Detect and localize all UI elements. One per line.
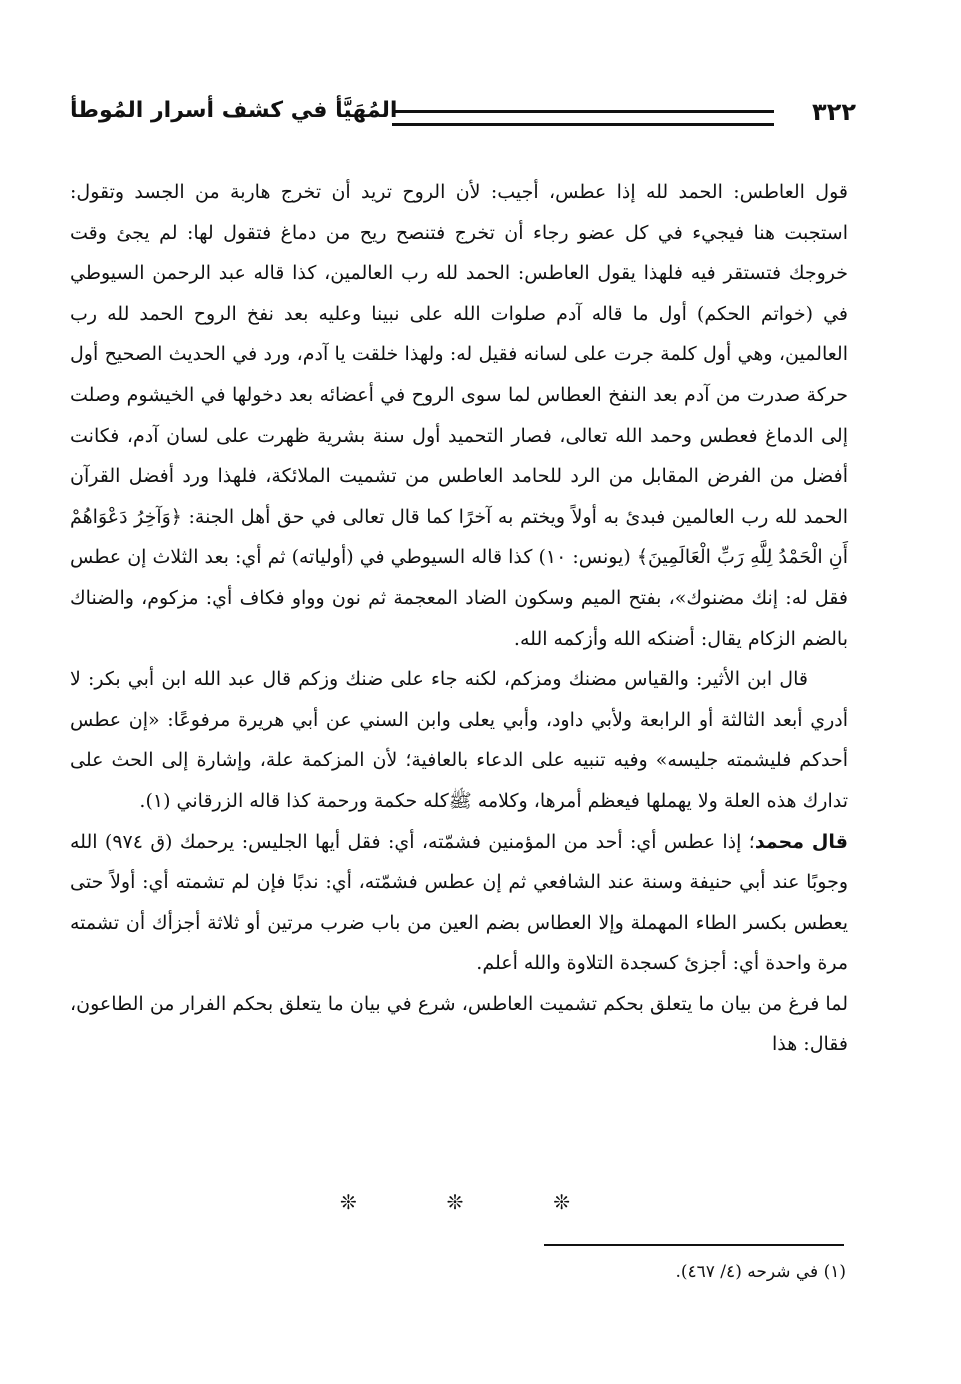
footnote-rule: [544, 1244, 844, 1246]
section-separator: [340, 1190, 570, 1214]
running-title: المُهَيَّأ في كشف أسرار المُوطأ: [70, 98, 398, 123]
page-number: ٣٢٢: [812, 98, 856, 126]
paragraph-2: قال ابن الأثير: والقياس مضنك ومزكم، لكنه جاء على ضنك وزكم قال عبد الله ابن أبي بكر: لا أدري أبعد الثالثة أو الرابعة ولأبي داود، وأبي يعلى وابن السني عن أبي هريرة مرفوعًا: «إن عطس أحدكم فليشمته جليسه» وفيه تنبيه على الدعاء بالعافية؛ لأن المزكمة علة، وإشارة إلى الحث على تدارك هذه العلة ولا يهملها فيعظم أمرها، وكلامه ﷺكله حكمة ورحمة كذا قاله الزرقاني (١).: [70, 668, 848, 812]
separator-star-icon: ❊: [340, 1190, 357, 1214]
paragraph-3-text: ؛ إذا عطس أي: أحد من المؤمنين فشمّته، أي: فقل أيها الجليس: يرحمك (ق ٩٧٤) الله وجوبًا عند أبي حنيفة وسنة عند الشافعي ثم إن عطس فشمّته، أي: ندبًا فإن لم تشمته أي: أولاً حتى يعطس بكسر الطاء المهملة وإلا العطاس بضم العين من باب ضرب مرتين أو ثلاثة أجزأك أن تشمته مرة واحدة أي: أجزئ كسجدة التلاوة والله أعلم.: [70, 830, 848, 975]
lead-label: قال محمد: [754, 830, 848, 853]
paragraph-3: [70, 822, 848, 984]
footnote: (١) في شرحه (٤/ ٤٦٧).: [675, 1262, 846, 1282]
paragraph-1: قول العاطس: الحمد لله إذا عطس، أجيب: لأن الروح تريد أن تخرج هاربة من الجسد وتقول: استجبت هنا فيجيء في كل عضو رجاء أن تخرج فتنصح ريح من دماغ فتقول لها: لم يجئ وقت خروجك فتستقر فيه فلهذا يقول العاطس: الحمد لله رب العالمين، كذا قاله عبد الرحمن السيوطي في (خواتم الحكم) أول ما قاله آدم صلوات الله على نبينا وعليه بعد نفخ الروح الحمد لله رب العالمين، وهي أول كلمة جرت على لسانه فقيل له: ولهذا خلقت يا آدم، ورد في الحديث الصحيح أول حركة صدرت من آدم بعد النفخ العطاس لما سوى الروح في أعضائه بعد دخولها في الخيشوم وصلت إلى الدماغ فعطس وحمد الله تعالى، فصار التحميد أول سنة بشرية ظهرت على لسان آدم، فكانت أفضل من الفرض المقابل من الرد للحامد العاطس من تشميت الملائكة، فلهذا ورد أفضل القرآن الحمد لله رب العالمين فبدئ به أولاً ويختم به آخرًا كما قال تعالى في حق أهل الجنة: ﴿وَآخِرُ دَعْوَاهُمْ أَنِ الْحَمْدُ لِلَّهِ رَبِّ الْعَالَمِينَ﴾ (يونس: ١٠) كذا قاله السيوطي في (أولياته) ثم أي: بعد الثلاث إن عطس فقل له: إنك مضنوك»، بفتح الميم وسكون الضاد المعجمة ثم نون وواو فكاف أي: مزكوم، والضناك بالضم الزكام يقال: أضنكه الله وأزكمه الله.: [70, 181, 848, 650]
page-header: [70, 96, 856, 140]
separator-star-icon: ❊: [553, 1190, 570, 1214]
paragraph-4: لما فرغ من بيان ما يتعلق بحكم تشميت العاطس، شرع في بيان ما يتعلق بحكم الفرار من الطاعون، فقال: هذا: [70, 992, 848, 1056]
header-rule: [392, 110, 774, 126]
main-text: [70, 172, 848, 1065]
separator-star-icon: ❊: [446, 1190, 464, 1214]
